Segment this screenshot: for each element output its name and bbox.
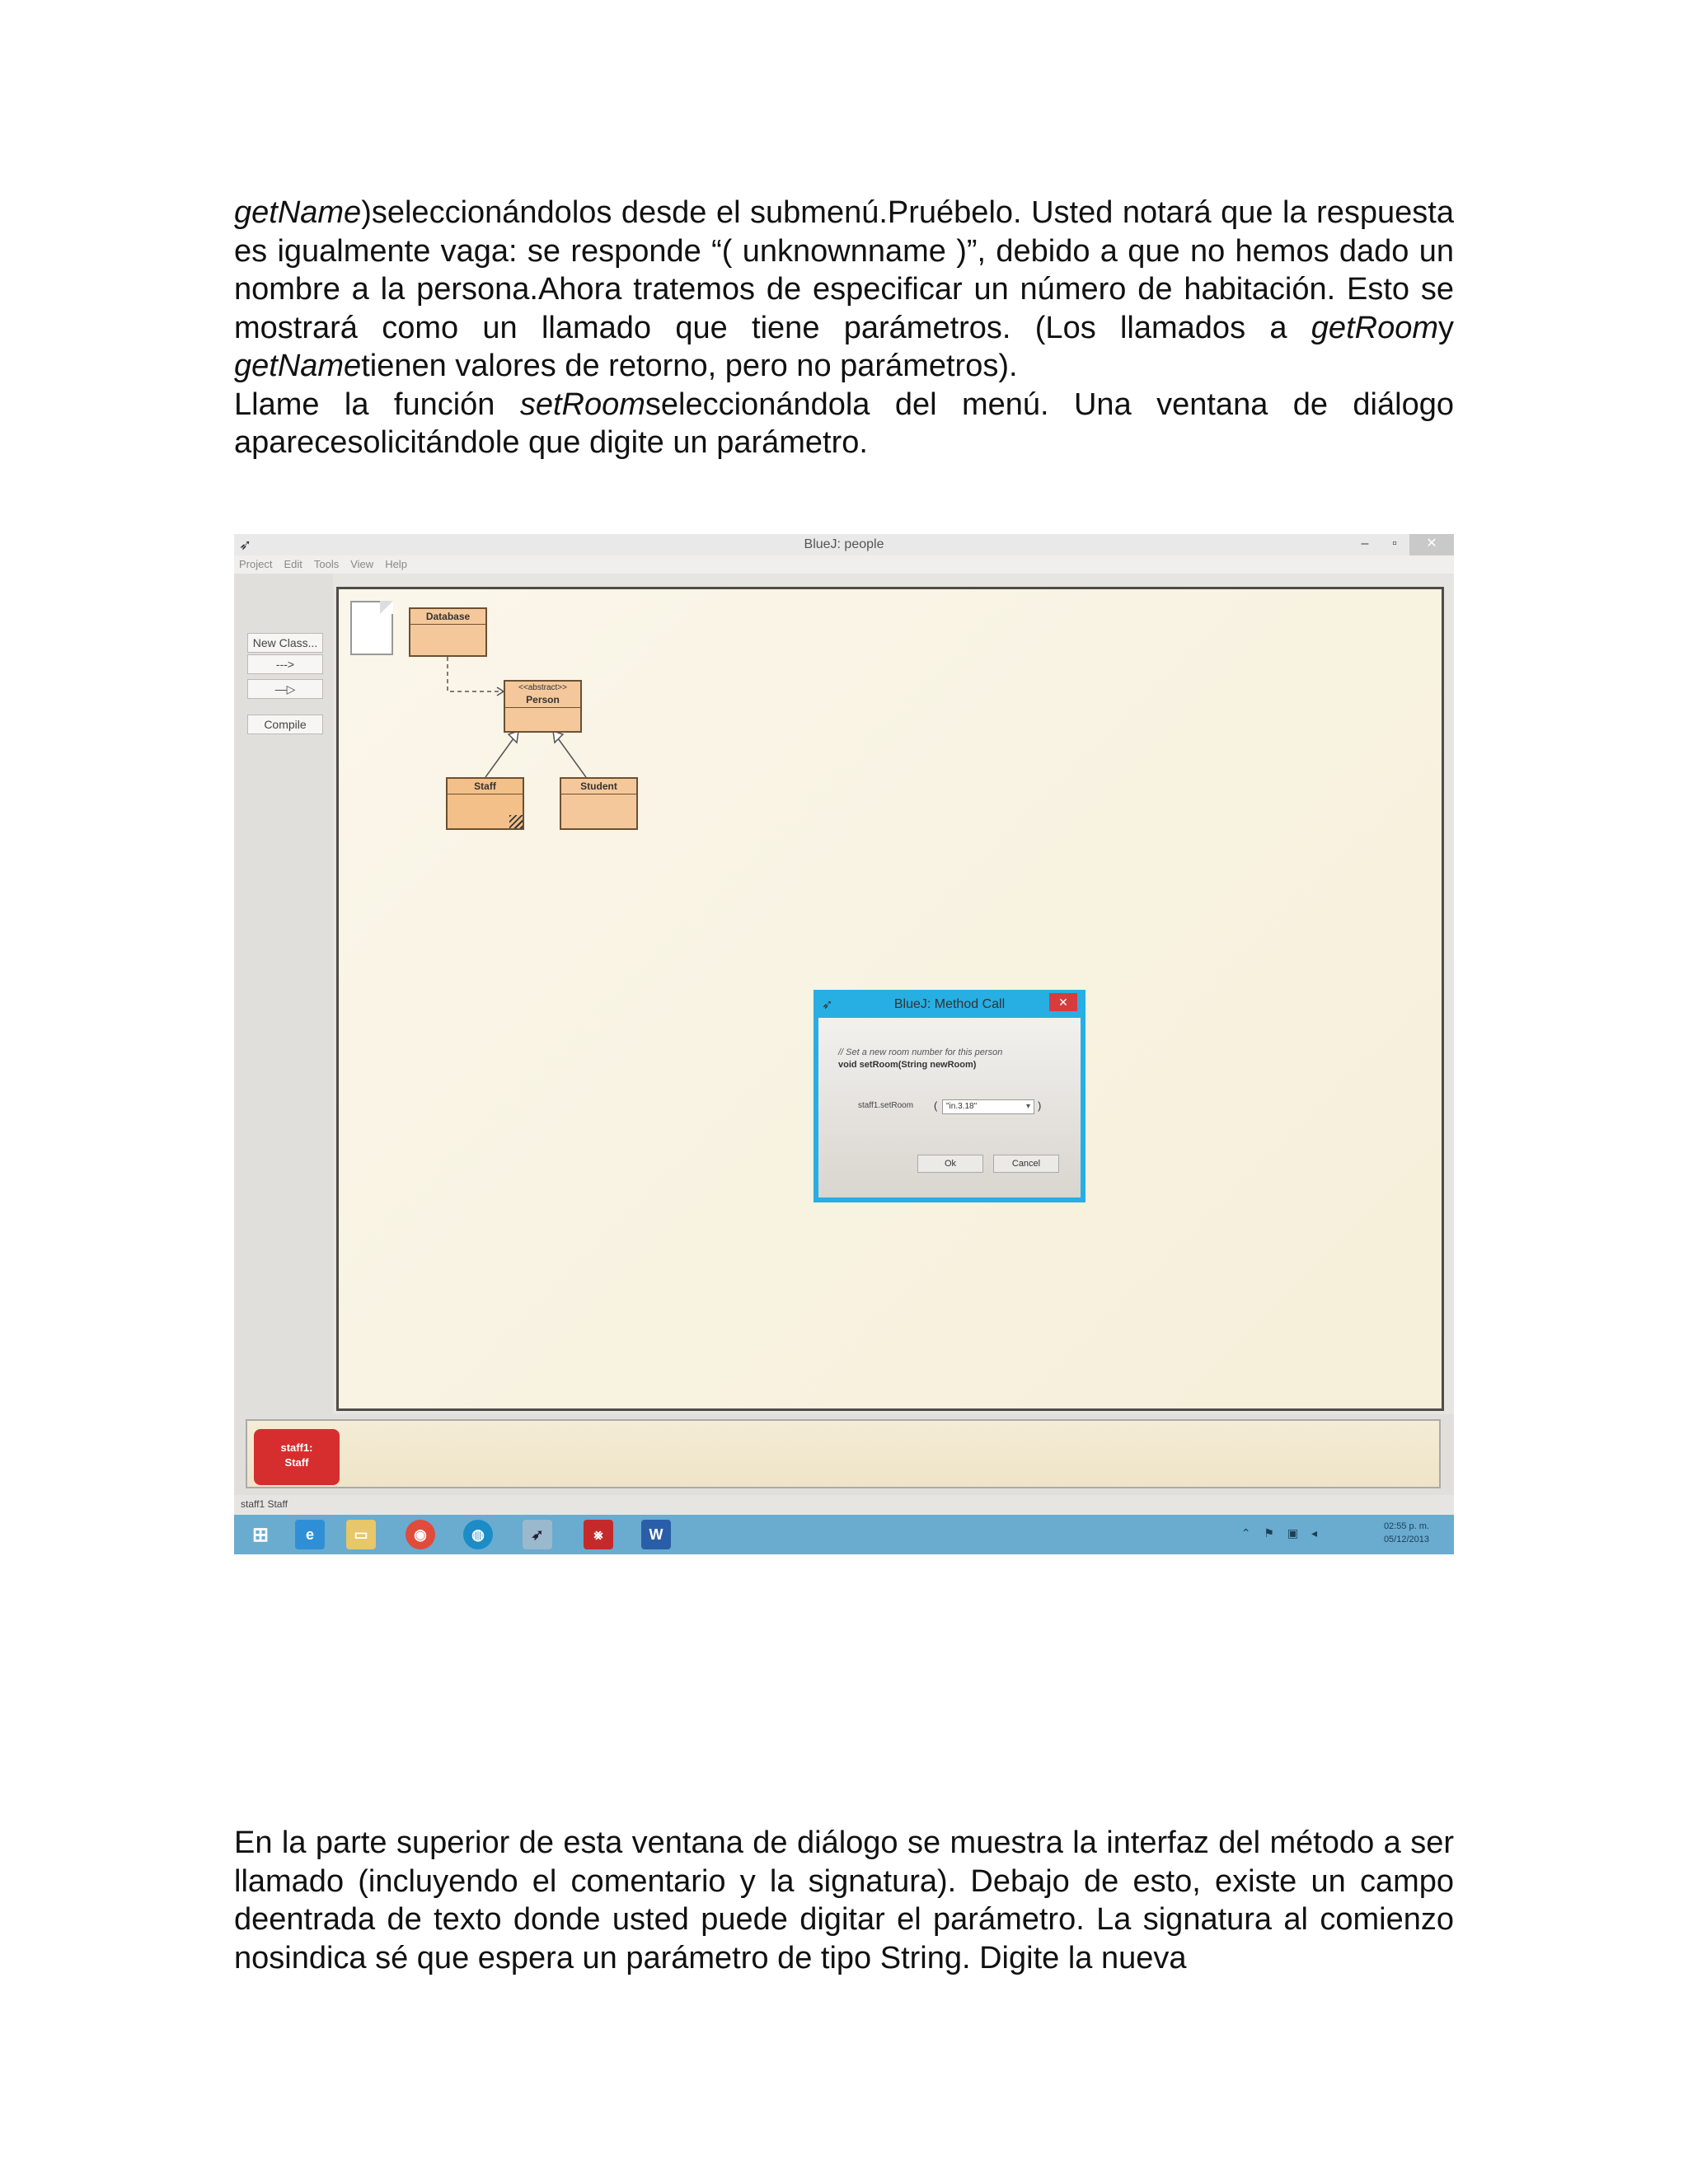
taskbar-app[interactable] xyxy=(455,1518,501,1551)
clock-date: 05/12/2013 xyxy=(1383,1535,1429,1544)
uncompiled-hatch xyxy=(509,815,523,828)
title-bar xyxy=(234,534,1454,555)
taskbar-bluej[interactable] xyxy=(514,1518,560,1551)
text-span: seleccionándola del menú. Una ventana de diálogo aparecesolicitándole que digite un parámetro. xyxy=(234,387,1454,460)
top-paragraph-text xyxy=(234,194,1454,462)
object-name: staff1: xyxy=(280,1441,313,1454)
code-getname-2: getName xyxy=(234,349,362,383)
window-title: BlueJ: people xyxy=(804,537,884,551)
inherit-line-staff xyxy=(485,738,513,777)
class-name: Staff xyxy=(448,779,523,794)
compile-button[interactable]: Compile xyxy=(247,715,323,734)
chrome-icon: ◉ xyxy=(406,1520,435,1549)
globe-icon: ◍ xyxy=(463,1520,493,1549)
code-setroom: setRoom xyxy=(519,387,645,422)
windows-taskbar xyxy=(234,1515,1454,1554)
method-signature: void setRoom(String newRoom) xyxy=(838,1060,977,1070)
uses-arrow xyxy=(448,657,504,691)
bluej-bird-icon: ➶ xyxy=(523,1520,552,1549)
text-span: y xyxy=(1438,310,1454,345)
folder-icon: ▭ xyxy=(346,1520,376,1549)
class-stereotype: <<abstract>> xyxy=(518,683,567,692)
taskbar-clock[interactable] xyxy=(1384,1520,1429,1546)
paren-open: ( xyxy=(934,1099,938,1112)
object-bench-area xyxy=(246,1419,1441,1488)
text-span: Llame la función xyxy=(234,387,520,422)
class-staff[interactable] xyxy=(446,777,524,830)
cancel-button[interactable]: Cancel xyxy=(993,1155,1059,1173)
window-controls xyxy=(1350,534,1454,555)
object-bench xyxy=(234,1414,1454,1495)
top-paragraph xyxy=(234,194,1454,462)
object-staff1[interactable] xyxy=(254,1429,340,1485)
menu-project[interactable]: Project xyxy=(239,558,273,570)
parameter-value: "in.3.18" xyxy=(946,1102,978,1111)
call-label: staff1.setRoom xyxy=(858,1101,914,1110)
system-tray[interactable]: ⌃ ⚑ ▣ ◂ xyxy=(1240,1526,1322,1540)
word-icon: W xyxy=(641,1520,671,1549)
bluej-screenshot xyxy=(234,534,1454,1554)
note-fold xyxy=(380,601,393,614)
class-student[interactable] xyxy=(560,777,638,830)
paren-close: ) xyxy=(1038,1099,1042,1112)
left-toolbar xyxy=(234,574,333,1431)
taskbar-acrobat[interactable] xyxy=(575,1518,621,1551)
code-getroom: getRoom xyxy=(1311,310,1438,345)
menu-bar xyxy=(234,555,1454,574)
class-person[interactable] xyxy=(504,680,582,733)
bluej-bird-icon: ➶ xyxy=(822,998,833,1012)
dialog-body xyxy=(818,1018,1081,1197)
inherit-line-student xyxy=(558,738,586,777)
status-bar: staff1 Staff xyxy=(241,1498,288,1510)
class-name: Student xyxy=(561,779,636,794)
clock-time: 02:55 p. m. xyxy=(1383,1521,1429,1531)
class-diagram-canvas[interactable] xyxy=(336,587,1444,1411)
inheritance-arrow-button[interactable]: —▷ xyxy=(247,679,323,699)
new-class-button[interactable]: New Class... xyxy=(247,633,323,653)
menu-tools[interactable]: Tools xyxy=(313,558,340,570)
text-span: tienen valores de retorno, pero no parámetros). xyxy=(361,349,1018,383)
menu-view[interactable]: View xyxy=(350,558,374,570)
text-span: )seleccionándolos desde el submenú.Pruébelo. Usted notará que la respuesta es igualmente vaga: se responde “( unknownname )”, debido a que no hemos dado un nombre a la persona.Ahora tratemos de especificar un número de habitación. Esto se mostrará como un llamado que tiene parámetros. (Los llamados a xyxy=(234,195,1454,345)
bluej-bird-icon: ➶ xyxy=(239,537,252,553)
ok-button[interactable]: Ok xyxy=(917,1155,983,1173)
class-database[interactable] xyxy=(409,607,487,657)
menu-help[interactable]: Help xyxy=(385,558,407,570)
dialog-title: BlueJ: Method Call xyxy=(893,997,1006,1011)
method-comment: // Set a new room number for this person xyxy=(838,1047,1003,1057)
dialog-close-button[interactable]: ✕ xyxy=(1049,993,1077,1011)
taskbar-chrome[interactable] xyxy=(397,1518,443,1551)
menu-edit[interactable]: Edit xyxy=(284,558,302,570)
class-name: Person xyxy=(505,692,580,708)
chevron-down-icon[interactable]: ▾ xyxy=(1025,1102,1030,1111)
windows-logo-icon: ⊞ xyxy=(251,1523,270,1546)
taskbar-ie[interactable] xyxy=(287,1518,333,1551)
close-button[interactable]: ✕ xyxy=(1409,534,1454,555)
minimize-button[interactable]: – xyxy=(1361,537,1369,551)
taskbar-explorer[interactable] xyxy=(338,1518,384,1551)
uses-arrow-button[interactable]: ---> xyxy=(247,654,323,674)
start-button[interactable] xyxy=(237,1518,284,1551)
internet-explorer-icon: e xyxy=(295,1520,325,1549)
readme-note-icon[interactable] xyxy=(350,601,393,655)
class-name: Database xyxy=(410,609,485,625)
taskbar-word[interactable] xyxy=(633,1518,679,1551)
bottom-paragraph xyxy=(234,1824,1454,1977)
inherit-head-staff xyxy=(509,731,518,743)
method-call-dialog xyxy=(814,990,1085,1202)
code-getname: getName xyxy=(234,195,362,230)
bottom-paragraph-text: En la parte superior de esta ventana de diálogo se muestra la interfaz del método a ser llamado (incluyendo el comentario y la signatura). Debajo de esto, existe un campo deentrada de texto donde usted puede digitar el parámetro. La signatura al comienzo nosindica sé que espera un parámetro de tipo String. Digite la nueva xyxy=(234,1825,1454,1975)
acrobat-icon: ⨳ xyxy=(584,1520,613,1549)
restore-button[interactable]: ▫ xyxy=(1392,537,1397,551)
inherit-head-student xyxy=(553,731,563,743)
object-type: Staff xyxy=(284,1456,309,1469)
parameter-input[interactable] xyxy=(942,1099,1034,1114)
